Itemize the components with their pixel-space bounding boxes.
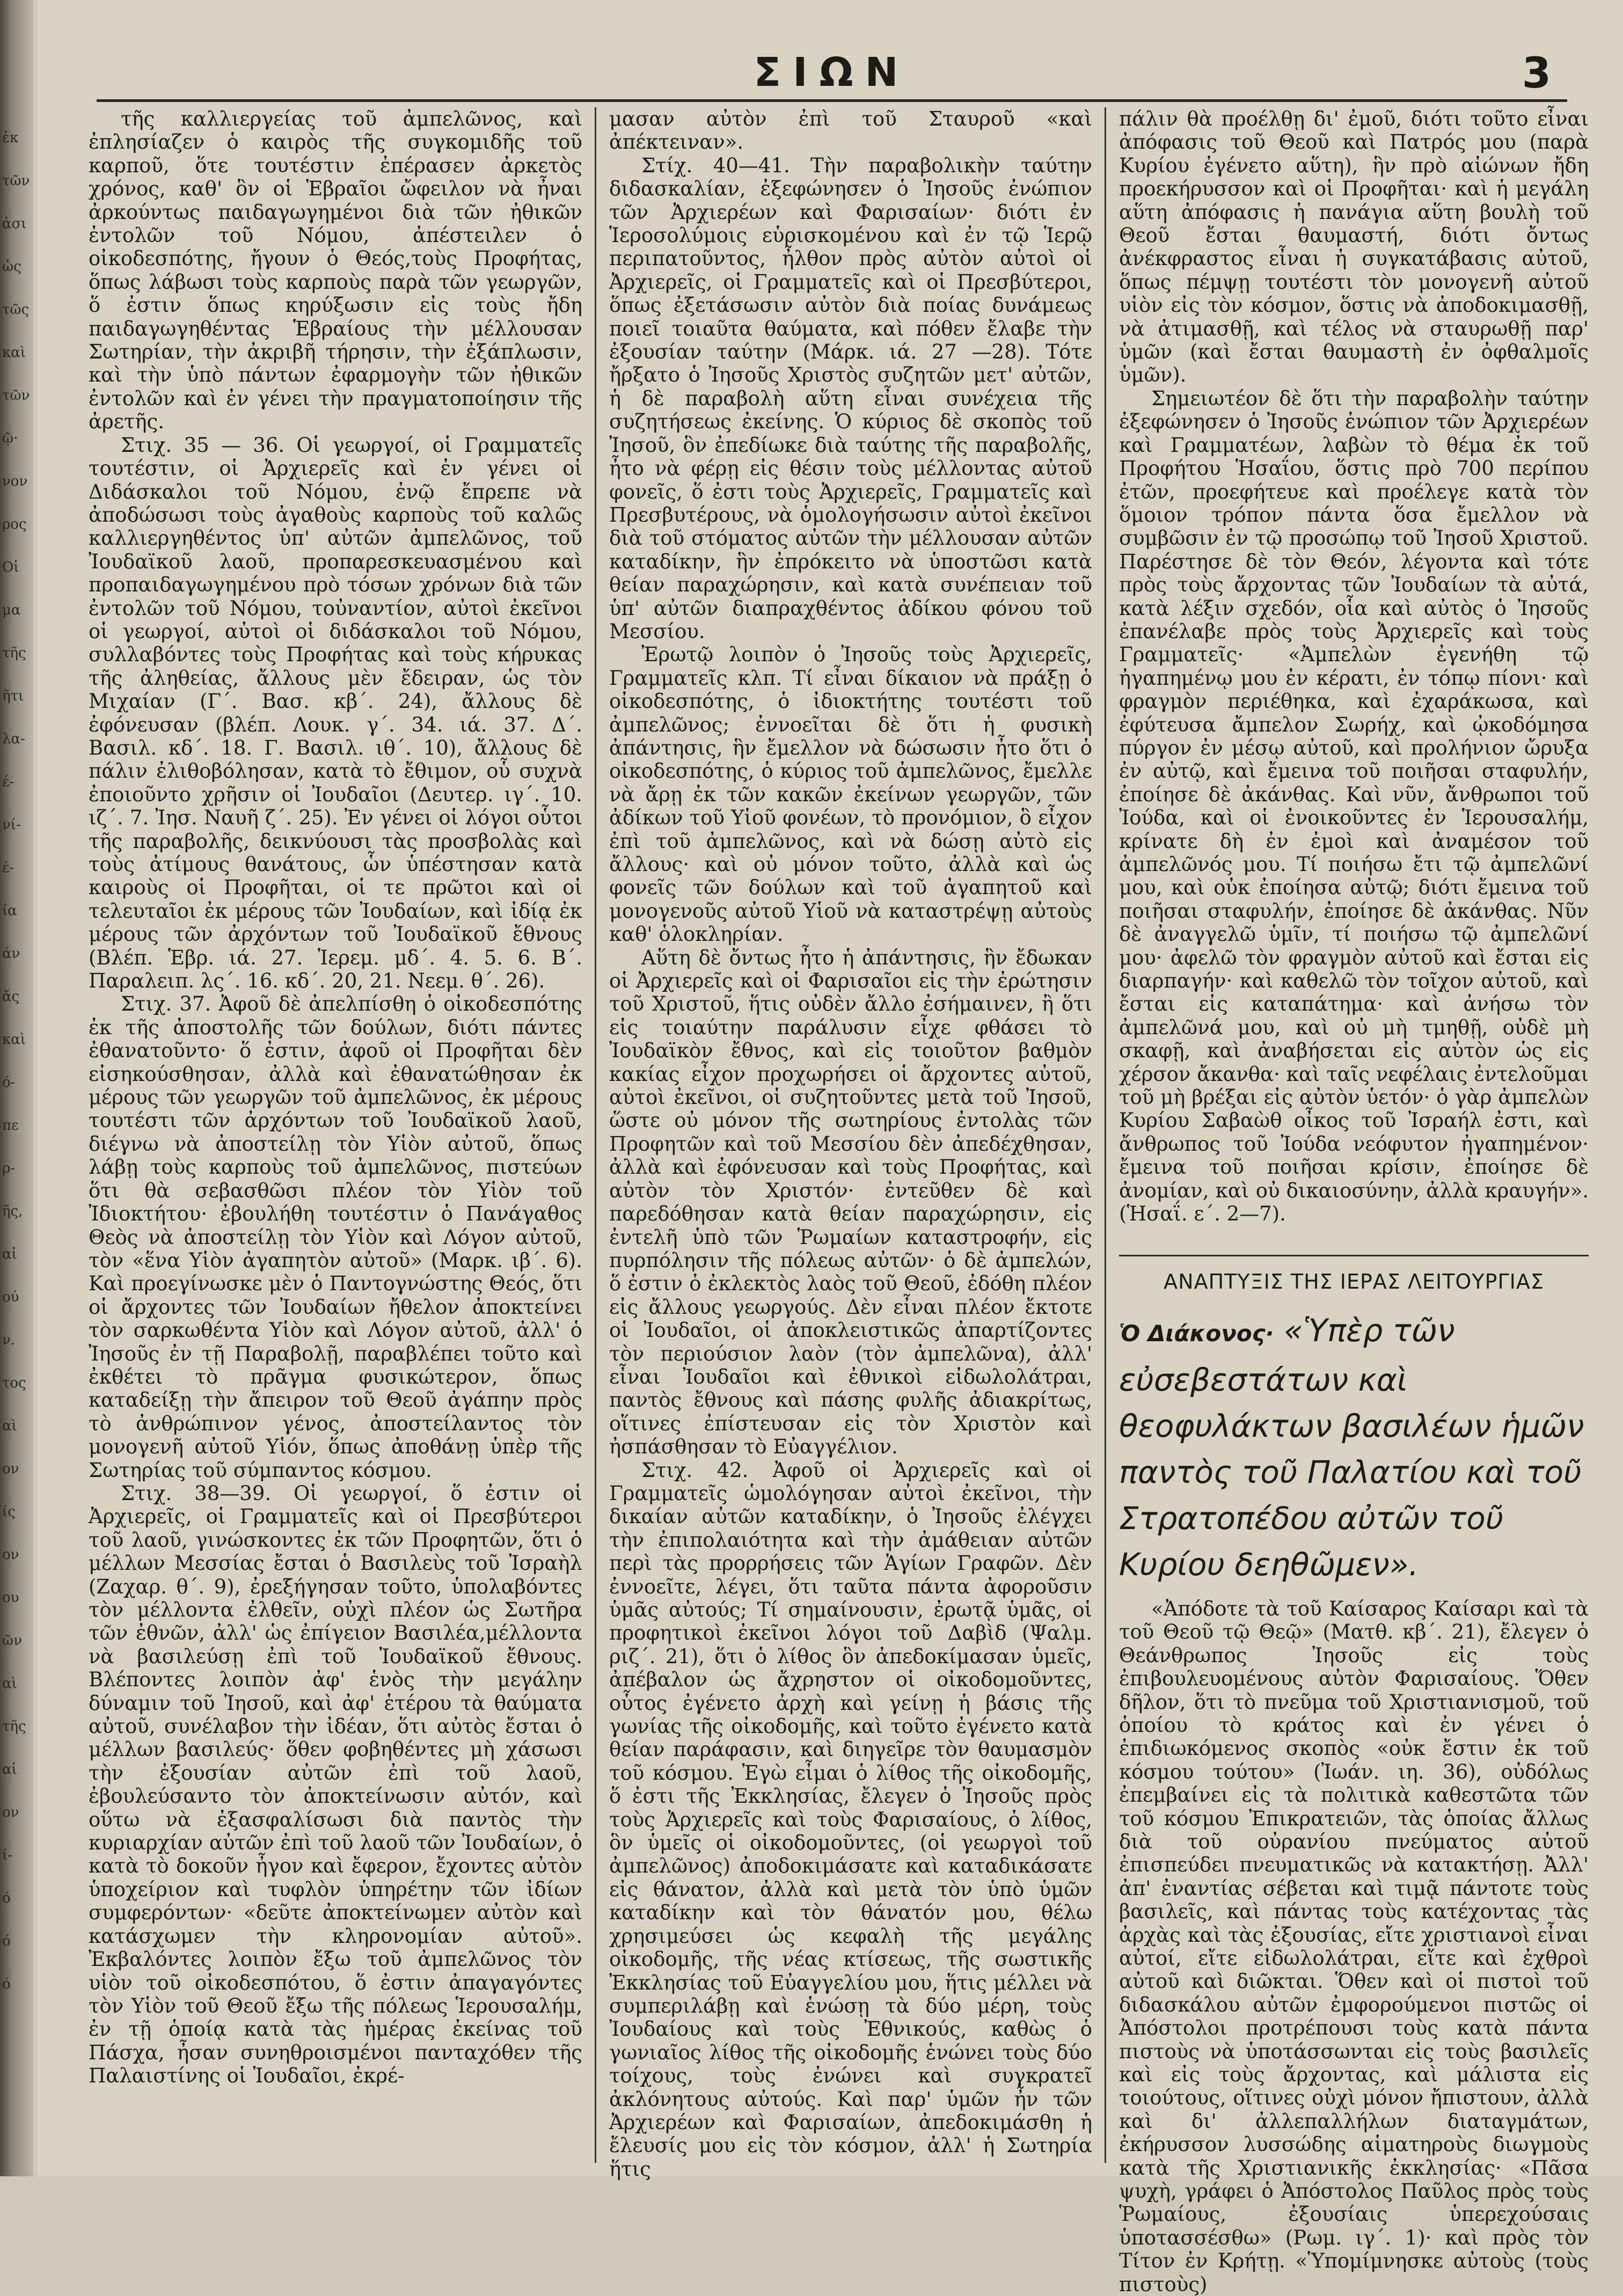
margin-fragment: ί- xyxy=(2,1847,12,1863)
margin-fragment: αὶ xyxy=(2,1418,17,1434)
margin-fragment: αἱ xyxy=(2,1246,17,1262)
masthead xyxy=(97,49,1567,98)
petition-text: «Ὑπὲρ τῶν εὐσεβεστάτων καὶ θεοφυλάκτων βασιλέων ἡμῶν παντὸς τοῦ Παλατίου καὶ τοῦ Στρατοπέδου αὐτῶν τοῦ Κυρίου δεηθῶμεν». xyxy=(1119,1312,1584,1583)
margin-fragment: ία xyxy=(2,903,17,919)
margin-fragment: άν xyxy=(2,946,20,962)
margin-fragment: ῷ· xyxy=(2,430,18,447)
margin-fragment: νον xyxy=(2,473,28,489)
col1-paragraph: Στιχ. 35 — 36. Οἱ γεωργοί, οἱ Γραμματεῖς τουτέστιν, οἱ Ἀρχιερεῖς καὶ ἐν γένει οἱ Διδάσκαλοι τοῦ Νόμου, ἐνῷ ἔπρεπε νὰ ἀποδώσωσι τοὺς ἀγαθοὺς καρποὺς τοῦ καλῶς καλλιεργηθέντος ὑπ' αὐτῶν ἀμπελῶνος, τοῦ Ἰουδαϊκοῦ λαοῦ, προπαρεσκευασμένου καὶ προπαιδαγωγημένου πρὸ τόσων χρόνων διὰ τῶν ἐντολῶν τοῦ Νόμου, τοὐναντίον, αὐτοὶ ἐκεῖνοι οἱ γεωργοί, αὐτοὶ οἱ διδάσκαλοι τοῦ Νόμου, συλλαβόντες τοὺς Προφήτας καὶ τοὺς κήρυκας τῆς ἀληθείας, ἄλλους μὲν ἔδειραν, ὡς τὸν Μιχαίαν (Γ΄. Βασ. κβ΄. 24), ἄλλους δὲ ἐφόνευσαν (βλέπ. Λουκ. γ΄. 34. ιά. 37. Δ΄. Βασιλ. κδ΄. 18. Γ. Βασιλ. ιθ΄. 10), ἄλλους δὲ πάλιν ἐλιθοβόλησαν, κατὰ τὸ ἔθιμον, οὗ συχνὰ ἐποιοῦντο χρῆσιν οἱ Ἰουδαῖοι (Δευτερ. ιγ΄. 10. ιζ΄. 7. Ἰησ. Ναυῆ ζ΄. 25). Ἐν γένει οἱ λόγοι οὗτοι τῆς παραβολῆς, δεικνύουσι τὰς προσβολὰς καὶ τοὺς ἀτίμους θανάτους, ὧν ὑπέστησαν κατὰ καιροὺς οἱ Προφῆται, οἱ τε πρῶτοι καὶ οἱ τελευταῖοι ἐκ μέρους τῶν Ἰουδαίων, καὶ ἰδίᾳ ἐκ μέρους τῶν ἀρχόντων τοῦ Ἰουδαϊκοῦ ἔθνους (Βλέπ. Ἑβρ. ιά. 27. Ἱερεμ. μδ΄. 4. 5. 6. Β΄. Παραλειπ. λς΄. 16. κδ΄. 20, 21. Νεεμ. θ΄. 26). xyxy=(89,433,582,993)
column-3 xyxy=(1119,107,1589,2296)
margin-fragment: ῶν xyxy=(2,1633,23,1649)
margin-fragment: ον xyxy=(2,1804,19,1820)
liturgy-petition xyxy=(1119,1307,1589,1588)
margin-fragment: τῆς xyxy=(2,1719,26,1735)
section-paragraph: «Ἀπόδοτε τὰ τοῦ Καίσαρος Καίσαρι καὶ τὰ τοῦ Θεοῦ τῷ Θεῷ» (Ματθ. κβ΄. 21), ἔλεγεν ὁ Θεάνθρωπος Ἰησοῦς εἰς τοὺς ἐπιβουλευομένους αὐτὸν Φαρισαίους. Ὅθεν δῆλον, ὅτι τὸ πνεῦμα τοῦ Χριστιανισμοῦ, τοῦ ὁποίου τὸ κράτος καὶ ἐν γένει ὁ ἐπιδιωκόμενος σκοπὸς «οὐκ ἔστιν ἐκ τοῦ κόσμου τούτου» (Ἰωάν. ιη. 36), οὐδόλως ἐπεμβαίνει εἰς τὰ πολιτικὰ καθεστῶτα τῶν τοῦ κόσμου Ἐπικρατειῶν, τὰς ὁποίας ἄλλως διὰ τοῦ οὐρανίου πνεύματος αὐτοῦ ἐπισπεύδει πνευματικῶς νὰ κατακτήσῃ. Ἀλλ' ἀπ' ἐναντίας σέβεται καὶ τιμᾷ πάντοτε τοὺς βασιλεῖς, καὶ πάντας τοὺς κατέχοντας τὰς ἀρχὰς καὶ τὰς ἐξουσίας, εἴτε χριστιανοὶ εἶναι αὐτοί, εἴτε εἰδωλολάτραι, εἴτε καὶ ἐχθροὶ αὐτοῦ καὶ διῶκται. Ὅθεν καὶ οἱ πιστοὶ τοῦ διδασκάλου αὐτῶν ἐμφορούμενοι πιστῶς οἱ Ἀπόστολοι προτρέπουσι τοὺς κατὰ πάντα πιστοὺς νὰ ὑποτάσσωνται εἰς τοὺς βασιλεῖς καὶ εἰς τοὺς ἄρχοντας, καὶ μάλιστα εἰς τοιούτους, οἵτινες οὐχὶ μόνον ἤπιστουν, ἀλλὰ καὶ δι' ἀλλεπαλλήλων διαταγμάτων, ἐκήρυσσον λυσσώδης αἱματηροὺς διωγμοὺς κατὰ τῆς Χριστιανικῆς ἐκκλησίας· «Πᾶσα ψυχὴ, γράφει ὁ Ἀπόστολος Παῦλος πρὸς τοὺς Ῥωμαίους, ἐξουσίαις ὑπερεχούσαις ὑποτασσέσθω» (Ρωμ. ιγ΄. 1)· καὶ πρὸς τὸν Τίτον ἐν Κρήτῃ. «Ὑπομίμνησκε αὐτοὺς (τοὺς πιστοὺς) xyxy=(1119,1597,1589,2296)
margin-fragment: ρ- xyxy=(2,1160,16,1176)
margin-fragment: έ- xyxy=(2,774,14,790)
margin-fragment: τῆς xyxy=(2,645,26,661)
column-rule-1 xyxy=(595,107,596,2163)
margin-fragment: τος xyxy=(2,1375,26,1391)
speaker-label: Ὁ Διάκονος· xyxy=(1119,1320,1274,1347)
margin-fragment: ἐκ xyxy=(2,130,19,146)
col1-paragraph: Στιχ. 37. Ἀφοῦ δὲ ἀπελπίσθη ὁ οἰκοδεσπότης ἐκ τῆς ἀποστολῆς τῶν δούλων, διότι πάντες ἐθανατοῦντο· ὅ ἐστιν, ἀφοῦ οἱ Προφῆται δὲν εἰσηκούσθησαν, ἀλλὰ καὶ ἐθανατώθησαν ἐκ μέρους τῶν γεωργῶν τοῦ ἀμπελῶνος, ἐκ μέρους τουτέστι τῶν ἀρχόντων τοῦ Ἰουδαϊκοῦ λαοῦ, διέγνω νὰ ἀποστείλῃ τὸν Υἱὸν αὐτοῦ, ὅπως λάβῃ τοὺς καρποὺς τοῦ ἀμπελῶνος, πιστεύων ὅτι θὰ σεβασθῶσι πλέον τὸν Υἱὸν τοῦ Ἰδιοκτήτου· ἐβουλήθη τουτέστιν ὁ Πανάγαθος Θεὸς νὰ ἀποστείλῃ τὸν Υἱὸν καὶ Λόγον αὐτοῦ, τὸν «ἕνα Υἱὸν ἀγαπητὸν αὐτοῦ» (Μαρκ. ιβ΄. 6). Καὶ προεγίνωσκε μὲν ὁ Παντογνώστης Θεός, ὅτι οἱ ἄρχοντες τῶν Ἰουδαίων ἤθελον ἀποκτείνει τὸν σαρκωθέντα Υἱὸν καὶ Λόγον αὐτοῦ, ἀλλ' ὁ Ἰησοῦς ἐν τῇ Παραβολῇ, παραβλέπει τοῦτο καὶ ἐκθέτει τὸ πρᾶγμα φυσικώτερον, ὅπως καταδείξῃ τὴν ἄπειρον τοῦ Θεοῦ ἀγάπην πρὸς τὸ ἀνθρώπινον γένος, ἀποστείλαντος τὸν μονογενῆ αὐτοῦ Υἱόν, ὅπως ἀποθάνῃ ὑπὲρ τῆς Σωτηρίας τοῦ σύμπαντος κόσμου. xyxy=(89,992,582,1482)
margin-fragment: ῆς, xyxy=(2,1203,23,1219)
margin-fragment: νί- xyxy=(2,817,21,833)
col2-paragraph: Ἐρωτῷ λοιπὸν ὁ Ἰησοῦς τοὺς Ἀρχιερεῖς, Γραμματεῖς κλπ. Τί εἶναι δίκαιον νὰ πράξῃ ὁ οἰκοδεσπότης, ὁ ἰδιοκτήτης τουτέστι τοῦ ἀμπελῶνος; ἐννοεῖται δὲ ὅτι ἡ φυσικὴ ἀπάντησις, ἣν ἔμελλον νὰ δώσωσιν ἦτο ὅτι ὁ οἰκοδεσπότης, ὁ κύριος τοῦ ἀμπελῶνος, ἔμελλε νὰ ἄρῃ ἐκ τῶν κακῶν ἐκείνων γεωργῶν, τῶν ἀδίκων τοῦ Υἱοῦ φονέων, τὸ προνόμιον, ὃ εἶχον ἐπὶ τοῦ ἀμπελῶνος, καὶ νὰ δώσῃ αὐτὸ εἰς ἄλλους· καὶ οὐ μόνον τοῦτο, ἀλλὰ καὶ ὡς φονεῖς τῶν δούλων καὶ τοῦ ἀγαπητοῦ καὶ μονογενοῦς αὐτοῦ Υἱοῦ νὰ καταστρέψῃ αὐτοὺς καθ' ὁλοκληρίαν. xyxy=(609,643,1092,946)
margin-fragment: πε xyxy=(2,1117,19,1134)
margin-fragment: ού xyxy=(2,1289,19,1305)
margin-fragment: ἀσι xyxy=(2,216,27,232)
margin-fragment: ῆτι xyxy=(2,688,24,704)
margin-fragment: καὶ xyxy=(2,1032,26,1048)
margin-fragment: ίς xyxy=(2,1504,16,1520)
column-rule-2 xyxy=(1105,107,1106,2163)
col3-paragraph: πάλιν θὰ προέλθῃ δι' ἐμοῦ, διότι τοῦτο εἶναι ἀπόφασις τοῦ Θεοῦ καὶ Πατρός μου (παρὰ Κυρίου ἐγένετο αὕτη), ἣν πρὸ αἰώνων ἤδη προεκήρυσσον καὶ οἱ Προφῆται· καὶ ἡ μεγάλη αὕτη ἀπόφασις ἡ πανάγια αὕτη βουλὴ τοῦ Θεοῦ ἔσται θαυμαστή, διότι ὄντως ἀνέκφραστος εἶναι ἡ συγκατάβασις αὐτοῦ, ὅπως πέμψῃ τουτέστι τὸν μονογενῆ αὐτοῦ υἱὸν εἰς τὸν κόσμον, ὅστις νὰ ἀποδοκιμασθῇ, νὰ ἀτιμασθῇ, καὶ τέλος νὰ σταυρωθῇ παρ' ὑμῶν (καὶ ἔσται θαυμαστὴ ἐν ὀφθαλμοῖς ὑμῶν). xyxy=(1119,107,1589,387)
margin-fragment: ἄς xyxy=(2,989,20,1005)
margin-fragment: μα xyxy=(2,602,21,618)
col1-paragraph: Στιχ. 38—39. Οἱ γεωργοί, ὅ ἐστιν οἱ Ἀρχιερεῖς, οἱ Γραμματεῖς καὶ οἱ Πρεσβύτεροι τοῦ λαοῦ, γινώσκοντες ἐκ τῶν Προφητῶν, ὅτι ὁ μέλλων Μεσσίας ἔσται ὁ Βασιλεὺς τοῦ Ἰσραὴλ (Ζαχαρ. θ΄. 9), ἐρεξήγησαν τοῦτο, ὑπολαβόντες τὸν μέλλοντα ἐλθεῖν, οὐχὶ πλέον ὡς Σωτῆρα τῶν ἐθνῶν, ἀλλ' ὡς ἐπίγειον Βασιλέα,μέλλοντα νὰ βασιλεύσῃ ἐπὶ τοῦ Ἰουδαϊκοῦ ἔθνους. Βλέποντες λοιπὸν ἀφ' ἑνὸς τὴν μεγάλην δύναμιν τοῦ Ἰησοῦ, καὶ ἀφ' ἑτέρου τὰ θαύματα αὐτοῦ, συνέλαβον τὴν ἰδέαν, ὅτι αὐτὸς ἔσται ὁ μέλλων βασιλεύς· ὅθεν φοβηθέντες μὴ χάσωσι τὴν ἐξουσίαν αὐτῶν ἐπὶ τοῦ λαοῦ, ἐβουλεύσαντο τὸν ἀποκτείνωσιν αὐτόν, καὶ οὕτω νὰ ἐξασφαλίσωσι διὰ παντὸς τὴν κυριαρχίαν αὐτῶν ἐπὶ τοῦ λαοῦ τῶν Ἰουδαίων, ὁ κατὰ τὸ δοκοῦν ἦγον καὶ ἔφερον, ἔχοντες αὐτὸν ὑποχείριον καὶ τυφλὸν ὑπηρέτην τῶν ἰδίων συμφερόντων· «δεῦτε ἀποκτείνωμεν αὐτὸν καὶ κατάσχωμεν τὴν κληρονομίαν αὐτοῦ». Ἐκβαλόντες λοιπὸν ἔξω τοῦ ἀμπελῶνος τὸν υἱὸν τοῦ οἰκοδεσπότου, ὅ ἐστιν ἀπαγαγόντες τὸν Υἱὸν τοῦ Θεοῦ ἔξω τῆς πόλεως Ἱερουσαλήμ, ἐν τῇ ὁποίᾳ κατὰ τὰς ἡμέρας ἐκείνας τοῦ Πάσχα, ἦσαν συνηθροισμένοι πανταχόθεν τῆς Παλαιστίνης οἱ Ἰουδαῖοι, ἐκρέ- xyxy=(89,1481,582,2088)
margin-fragment: τῶς xyxy=(2,302,30,318)
margin-fragment: αἱ xyxy=(2,1761,17,1778)
margin-fragment: τῶν xyxy=(2,387,30,404)
margin-fragment: ό xyxy=(2,1890,11,1906)
column-2 xyxy=(609,107,1092,2181)
page-number: 3 xyxy=(1522,49,1551,98)
margin-fragment: ου xyxy=(2,1590,19,1606)
margin-fragment: τῶν xyxy=(2,173,30,189)
col2-paragraph: Στιχ. 42. Ἀφοῦ οἱ Ἀρχιερεῖς καὶ οἱ Γραμματεῖς ὡμολόγησαν αὐτοὶ ἐκεῖνοι, τὴν δικαίαν αὐτῶν καταδίκην, ὁ Ἰησοῦς ἐλέγχει τὴν ἐπιπολαιότητα καὶ τὴν ἀμάθειαν αὐτῶν περὶ τὰς προρρήσεις τῶν Ἁγίων Γραφῶν. Δὲν ἐννοεῖτε, λέγει, ὅτι ταῦτα πάντα ἀφοροῦσιν ὑμᾶς αὐτούς; Τί σημαίνουσιν, ἐρωτᾷ ὑμᾶς, οἱ προφητικοὶ ἐκεῖνοι λόγοι τοῦ Δαβὶδ (Ψαλμ. ριζ΄. 21), ὅτι ὁ λίθος ὃν ἀπεδοκίμασαν ὑμεῖς, ἀπέβαλον ὡς ἄχρηστον οἱ οἰκοδομοῦντες, οὗτος ἐγένετο ἀρχὴ καὶ γείνῃ ἡ βάσις τῆς γωνίας τῆς οἰκοδομῆς, καὶ τοῦτο ἐγένετο κατὰ θείαν παράφασιν, καὶ διηγεῖρε τὸν θαυμασμὸν τοῦ κόσμου. Ἐγὼ εἶμαι ὁ λίθος τῆς οἰκοδομῆς, ὅ ἐστι τῆς Ἐκκλησίας, ἔλεγεν ὁ Ἰησοῦς πρὸς τοὺς Ἀρχιερεῖς καὶ τοὺς Φαρισαίους, ὁ λίθος, ὃν ὑμεῖς οἱ οἰκοδομοῦντες, (οἱ γεωργοὶ τοῦ ἀμπελῶνος) ἀποδοκιμάσατε καὶ καταδικάσατε εἰς θάνατον, ἀλλὰ καὶ μετὰ τὸν ὑπὸ ὑμῶν καταδίκην καὶ τὸν θάνατόν μου, θέλω χρησιμεύσει ὡς κεφαλὴ τῆς μεγάλης οἰκοδομῆς, τῆς νέας κτίσεως, τῆς σωστικῆς Ἐκκλησίας τοῦ Εὐαγγελίου μου, ἥτις μέλλει νὰ συμπεριλάβῃ καὶ ἑνώσῃ τὰ δύο μέρη, τοὺς Ἰουδαίους καὶ τοὺς Ἐθνικούς, καθὼς ὁ γωνιαῖος λίθος τῆς οἰκοδομῆς ἑνώνει τοὺς δύο τοίχους, τοὺς ἐνώνει καὶ συγκρατεῖ ἀκλόνητους αὐτούς. Καὶ παρ' ὑμῶν ἦν τῶν Ἀρχιερέων καὶ Φαρισαίων, ἀπεδοκιμάσθη ἡ ἔλευσίς μου εἰς τὸν κόσμον, ἀλλ' ἡ Σωτηρία ἥτις xyxy=(609,1458,1092,2181)
margin-fragment: αὶ xyxy=(2,1676,17,1692)
section-heading: ΑΝΑΠΤΥΞΙΣ ΤΗΣ ΙΕΡΑΣ ΛΕΙΤΟΥΡΓΙΑΣ xyxy=(1119,1255,1589,1293)
margin-fragment: ον xyxy=(2,1547,19,1563)
margin-fragment: ν. xyxy=(2,1332,16,1348)
margin-fragment: ό- xyxy=(2,1074,16,1091)
masthead-title: ΣΙΩΝ xyxy=(754,49,910,96)
margin-fragment: Οἱ xyxy=(2,559,19,575)
margin-fragment: λα- xyxy=(2,731,25,747)
col2-paragraph: Στίχ. 40—41. Τὴν παραβολικὴν ταύτην διδασκαλίαν, ἐξεφώνησεν ὁ Ἰησοῦς ἐνώπιον τῶν Ἀρχιερέων καὶ Φαρισαίων· διότι ἐν Ἱεροσολύμοις εὑρισκομένου καὶ ἐν τῷ Ἱερῷ περιπατοῦντος, ἦλθον πρὸς αὐτὸν αὐτοὶ οἱ Ἀρχιερεῖς, οἱ Γραμματεῖς καὶ οἱ Πρεσβύτεροι, ὅπως ἐξετάσωσιν αὐτὸν διὰ ποίας δυνάμεως ποιεῖ τοιαῦτα θαύματα, καὶ πόθεν ἔλαβε τὴν ἐξουσίαν ταύτην (Μάρκ. ιά. 27 —28). Τότε ἤρξατο ὁ Ἰησοῦς Χριστὸς συζητῶν μετ' αὐτῶν, ἡ δὲ παραβολὴ αὕτη εἶναι συνέχεια τῆς συζητήσεως ἐκείνης. Ὁ κύριος δὲ σκοπὸς τοῦ Ἰησοῦ, ὃν ἐπεδίωκε διὰ ταύτης τῆς παραβολῆς, ἦτο νὰ φέρῃ εἰς θέσιν τοὺς μέλλοντας αὐτοῦ φονεῖς, ὅ ἐστι τοὺς Ἀρχιερεῖς, Γραμματεῖς καὶ Πρεσβυτέρους, νὰ ὁμολογήσωσιν αὐτοὶ ἐκεῖνοι διὰ τοῦ στόματος αὐτῶν τὴν μέλλουσαν αὐτῶν καταδίκην, ἣν ἐπρόκειτο νὰ ὑποστῶσι κατὰ θείαν παραχώρησιν, καὶ κατὰ συνέπειαν τοῦ ὑπ' αὐτῶν διαπραχθέντος ἀδίκου φόνου τοῦ Μεσσίου. xyxy=(609,153,1092,643)
margin-fragment: ον xyxy=(2,1461,19,1477)
margin-fragment: έ- xyxy=(2,860,14,876)
col3-paragraph: Σημειωτέον δὲ ὅτι τὴν παραβολὴν ταύτην ἐξεφώνησεν ὁ Ἰησοῦς ἐνώπιον τῶν Ἀρχιερέων καὶ Γραμματέων, λαβὼν τὸ θέμα ἐκ τοῦ Προφήτου Ἡσαΐου, ὅστις πρὸ 700 περίπου ἐτῶν, προεφήτευε καὶ προέλεγε κατὰ τὸν ὅμοιον τρόπον πάντα ὅσα ἔμελλον νὰ συμβῶσιν ἐν τῷ προσώπῳ τοῦ Ἰησοῦ Χριστοῦ. Παρέστησε δὲ τὸν Θεόν, λέγοντα καὶ τότε πρὸς τοὺς ἄρχοντας τῶν Ἰουδαίων τὰ αὐτά, κατὰ λέξιν σχεδόν, οἷα καὶ αὐτὸς ὁ Ἰησοῦς ἐπανέλαβε πρὸς τοὺς Ἀρχιερεῖς καὶ τοὺς Γραμματεῖς· «Ἀμπελὼν ἐγενήθη τῷ ἠγαπημένῳ μου ἐν κέρατι, ἐν τόπῳ πίονι· καὶ φραγμὸν περιέθηκα, καὶ ἐχαράκωσα, καὶ ἐφύτευσα ἄμπελον Σωρήχ, καὶ ᾠκοδόμησα πύργον ἐν μέσῳ αὐτοῦ, καὶ προλήνιον ὤρυξα ἐν αὐτῷ, καὶ ἔμεινα τοῦ ποιῆσαι σταφυλήν, ἐποίησε δὲ ἀκάνθας. Καὶ νῦν, ἄνθρωποι τοῦ Ἰούδα, καὶ οἱ ἐνοικοῦντες ἐν Ἱερουσαλήμ, κρίνατε δὴ ἐν ἐμοὶ καὶ ἀναμέσον τοῦ ἀμπελῶνός μου. Τί ποιήσω ἔτι τῷ ἀμπελῶνί μου, καὶ οὐκ ἐποίησα αὐτῷ; διότι ἔμεινα τοῦ ποιῆσαι σταφυλήν, ἐποίησε δὲ ἀκάνθας. Νῦν δὲ ἀναγγελῶ ὑμῖν, τί ποιήσω τῷ ἀμπελῶνί μου· ἀφελῶ τὸν φραγμὸν αὐτοῦ καὶ ἔσται εἰς διαρπαγήν· καὶ καθελῶ τὸν τοῖχον αὐτοῦ, καὶ ἔσται εἰς καταπάτημα· καὶ ἀνήσω τὸν ἀμπελῶνά μου, καὶ οὐ μὴ τμηθῇ, οὐδὲ μὴ σκαφῇ, καὶ ἀναβήσεται εἰς αὐτὸν ὡς εἰς χέρσον ἄκανθα· καὶ ταῖς νεφέλαις ἐντελοῦμαι τοῦ μὴ βρέξαι εἰς αὐτὸν ὑετόν· ὁ γὰρ ἀμπελὼν Κυρίου Σαβαὼθ οἶκος τοῦ Ἰσραήλ ἐστι, καὶ ἄνθρωπος τοῦ Ἰούδα νεόφυτον ἠγαπημένον· ἔμεινα τοῦ ποιῆσαι κρίσιν, ἐποίησε δὲ ἀνομίαν, καὶ οὐ δικαιοσύνην, ἀλλὰ κραυγήν». (Ἡσαΐ. ε΄. 2—7). xyxy=(1119,386,1589,1226)
col1-paragraph: τῆς καλλιεργείας τοῦ ἀμπελῶνος, καὶ ἐπλησίαζεν ὁ καιρὸς τῆς συγκομιδῆς τοῦ καρποῦ, ὅτε τουτέστιν ἐπέρασεν ἀρκετὸς χρόνος, καθ' ὃν οἱ Ἑβραῖοι ὤφειλον νὰ ἦναι ἀρκούντως παιδαγωγημένοι διὰ τῶν ἠθικῶν ἐντολῶν τοῦ Νόμου, ἀπέστειλεν ὁ οἰκοδεσπότης, ἤγουν ὁ Θεός,τοὺς Προφήτας, ὅπως λάβωσι τοὺς καρποὺς παρὰ τῶν γεωργῶν, ὅ ἐστιν ὅπως κηρύξωσιν εἰς τοὺς ἤδη παιδαγωγηθέντας Ἑβραίους τὴν μέλλουσαν Σωτηρίαν, τὴν ἀκριβῆ τήρησιν, τὴν ἐξάπλωσιν, καὶ τὴν ὑπὸ πάντων ἐφαρμογὴν τῶν ἠθικῶν ἐντολῶν καὶ ἐν γένει τὴν πραγματοποίησιν τῆς ἀρετῆς. xyxy=(89,107,582,434)
col2-paragraph: μασαν αὐτὸν ἐπὶ τοῦ Σταυροῦ «καὶ ἀπέκτειναν». xyxy=(609,107,1092,154)
margin-fragment: ὡς xyxy=(2,259,21,275)
top-rule xyxy=(97,99,1567,102)
margin-fragment: ρος xyxy=(2,516,27,532)
col2-paragraph: Αὕτη δὲ ὄντως ἦτο ἡ ἀπάντησις, ἣν ἔδωκαν οἱ Ἀρχιερεῖς καὶ οἱ Φαρισαῖοι εἰς τὴν ἐρώτησιν τοῦ Χριστοῦ, ἥτις οὐδὲν ἄλλο ἐσήμαινεν, ἢ ὅτι εἰς τοιαύτην παράλυσιν εἶχε φθάσει τὸ Ἰουδαϊκὸν ἔθνος, καὶ εἰς τοιοῦτον βαθμὸν κακίας εἶχον προχωρήσει οἱ ἄρχοντες αὐτοῦ, αὐτοὶ ἐκεῖνοι, οἱ συζητοῦντες μετὰ τοῦ Ἰησοῦ, ὥστε οὐ μόνον τῆς σωτηρίους ἐντολὰς τῶν Προφητῶν καὶ τοῦ Μεσσίου δὲν ἀπεδέχθησαν, ἀλλὰ καὶ ἐφόνευσαν καὶ τοὺς Προφήτας, καὶ αὐτὸν τὸν Χριστόν· ἐντεῦθεν δὲ καὶ παρεδόθησαν κατὰ θείαν παραχώρησιν, εἰς ἐντελῆ ὑπὸ τῶν Ῥωμαίων καταστροφήν, εἰς πυρπόλησιν τῆς πόλεως αὐτῶν· ὁ δὲ ἀμπελών, ὅ ἐστιν ὁ ἐκλεκτὸς λαὸς τοῦ Θεοῦ, ἐδόθη πλέον εἰς ἄλλους γεωργούς. Δὲν εἶναι πλέον ἔκτοτε οἱ Ἰουδαῖοι, οἱ ἀποκλειστικῶς ἀπαρτίζοντες τὸν περιούσιον λαὸν (τὸν ἀμπελῶνα), ἀλλ' εἶναι Ἰουδαῖοι καὶ ἐθνικοὶ εἰδωλολάτραι, παντὸς ἔθνους καὶ πάσης φυλῆς ἀδιακρίτως, οἵτινες ἐπίστευσαν εἰς τὸν Χριστὸν καὶ ἠσπάσθησαν τὸ Εὐαγγέλιον. xyxy=(609,946,1092,1459)
margin-fragment: ό xyxy=(2,1976,11,1992)
column-1 xyxy=(89,107,582,2163)
margin-fragment: ό xyxy=(2,1933,11,1949)
margin-fragment: καὶ xyxy=(2,345,26,361)
